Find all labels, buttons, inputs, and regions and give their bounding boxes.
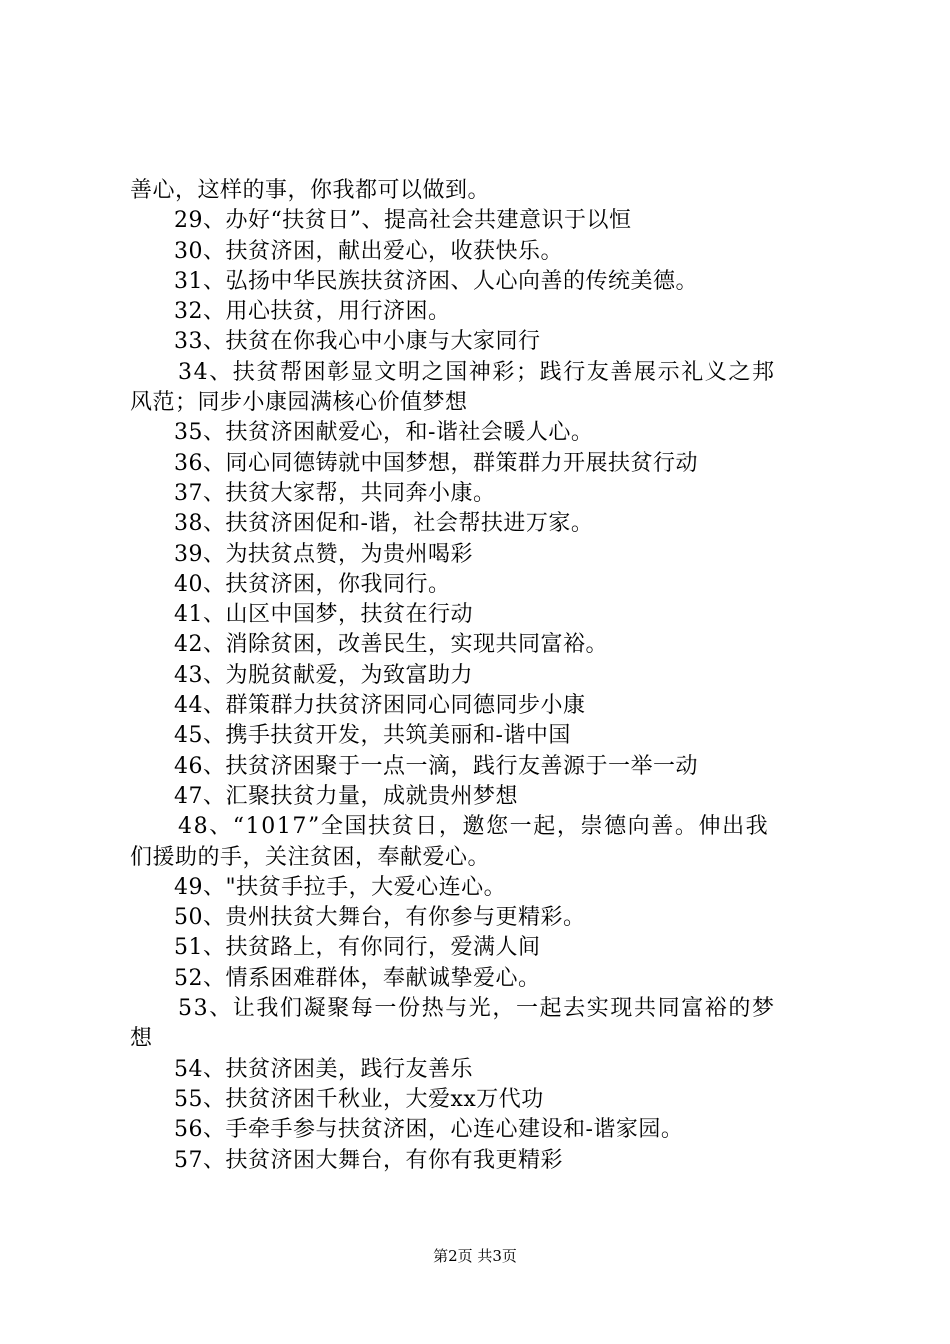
text-line: 35、扶贫济困献爱心，和-谐社会暖人心。 [174, 420, 594, 446]
text-line: 49、"扶贫手拉手，大爱心连心。 [174, 874, 507, 900]
text-line: 51、扶贫路上，有你同行，爱满人间 [174, 935, 541, 961]
text-line: 们援助的手，关注贫困，奉献爱心。 [130, 844, 491, 870]
text-line: 52、情系困难群体，奉献诚挚爱心。 [174, 965, 541, 991]
text-line: 34、扶贫帮困彰显文明之国神彩；践行友善展示礼义之邦 [178, 359, 776, 385]
text-line: 39、为扶贫点赞，为贵州喝彩 [174, 541, 473, 567]
text-line: 42、消除贫困，改善民生，实现共同富裕。 [174, 632, 608, 658]
text-line: 54、扶贫济困美，践行友善乐 [174, 1056, 473, 1082]
text-line: 41、山区中国梦，扶贫在行动 [174, 602, 473, 628]
text-line: 40、扶贫济困，你我同行。 [174, 571, 451, 597]
text-line: 43、为脱贫献爱，为致富助力 [174, 662, 473, 688]
text-line: 30、扶贫济困，献出爱心，收获快乐。 [174, 238, 563, 264]
text-line: 53、让我们凝聚每一份热与光，一起去实现共同富裕的梦 [178, 996, 776, 1022]
text-line: 38、扶贫济困促和-谐，社会帮扶进万家。 [174, 511, 594, 537]
text-line: 50、贵州扶贫大舞台，有你参与更精彩。 [174, 905, 586, 931]
text-line: 44、群策群力扶贫济困同心同德同步小康 [174, 693, 586, 719]
document-body [130, 176, 830, 1176]
text-line: 47、汇聚扶贫力量，成就贵州梦想 [174, 783, 518, 809]
text-line: 45、携手扶贫开发，共筑美丽和-谐中国 [174, 723, 571, 749]
text-line: 风范；同步小康园满核心价值梦想 [130, 390, 468, 416]
text-line: 56、手牵手参与扶贫济困，心连心建设和-谐家园。 [174, 1117, 684, 1143]
text-line: 55、扶贫济困千秋业，大爱xx万代功 [174, 1086, 544, 1112]
text-line: 37、扶贫大家帮，共同奔小康。 [174, 480, 496, 506]
text-line: 57、扶贫济困大舞台，有你有我更精彩 [174, 1147, 563, 1173]
text-line: 善心，这样的事，你我都可以做到。 [130, 178, 491, 203]
page-footer: 第2页 共3页 [433, 1247, 517, 1265]
text-line: 29、办好“扶贫日”、提高社会共建意识于以恒 [174, 208, 632, 234]
text-line: 想 [130, 1026, 153, 1052]
text-line: 33、扶贫在你我心中小康与大家同行 [174, 329, 541, 355]
text-line: 32、用心扶贫，用行济困。 [174, 299, 451, 325]
text-line: 46、扶贫济困聚于一点一滴，践行友善源于一举一动 [174, 753, 698, 779]
text-line: 48、“1017”全国扶贫日，邀您一起，崇德向善。伸出我 [178, 814, 770, 840]
text-line: 31、弘扬中华民族扶贫济困、人心向善的传统美德。 [174, 268, 698, 294]
text-line: 36、同心同德铸就中国梦想，群策群力开展扶贫行动 [174, 450, 698, 476]
